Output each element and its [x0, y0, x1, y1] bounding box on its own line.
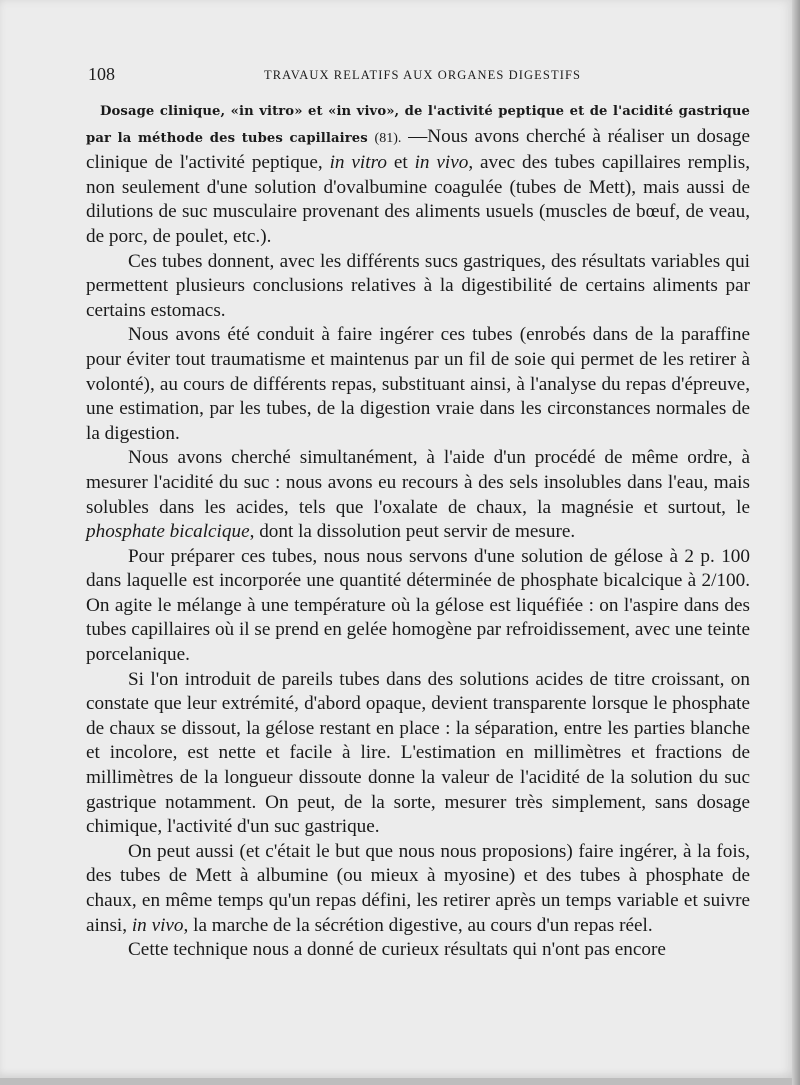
reference-number: (81).	[374, 130, 402, 146]
paragraph-1-text-c: , avec des tubes capillaires remplis, non seulement d'une solution d'ovalbumine coagulée (tubes de Mett), mais aussi de dilutions de suc musculaire provenant des aliments usuels (muscles de bœuf, de veau, de porc, de poulet, etc.).	[86, 152, 750, 247]
running-head	[88, 64, 750, 86]
paragraph-7-text-b: , la marche de la sécrétion digestive, au cours d'un repas réel.	[183, 914, 653, 936]
paragraph-2: Ces tubes donnent, avec les différents sucs gastriques, des résultats variables qui permettent plusieurs conclusions relatives à la digestibilité de certains aliments par certains estomacs.	[86, 250, 750, 321]
page-number: 108	[88, 64, 115, 84]
paragraph-1-text-b: et	[386, 152, 415, 174]
page-edge-shadow	[792, 0, 800, 1085]
section-heading: Dosage clinique, «in vitro» et «in vivo», de l'activité peptique et de l'acidité gastrique par la méthode des tubes capillaires	[86, 104, 750, 146]
paragraph-3: Nous avons été conduit à faire ingérer ces tubes (enrobés dans de la paraffine pour éviter tout traumatisme et maintenus par un fil de soie qui permet de les retirer à volonté), au cours de différents repas, substituant ainsi, à l'analyse du repas d'épreuve, une estimation, par les tubes, de la digestion vraie dans les circonstances normales de la digestion.	[86, 324, 750, 444]
paragraph-8: Cette technique nous a donné de curieux résultats qui n'ont pas encore	[128, 939, 666, 961]
running-title: TRAVAUX RELATIFS AUX ORGANES DIGESTIFS	[264, 68, 582, 82]
paragraph-4-text-b: , dont la dissolution peut servir de mesure.	[249, 521, 576, 543]
paragraph-7-text-a: On peut aussi (et c'était le but que nous nous proposions) faire ingérer, à la fois, des tubes de Mett à albumine (ou mieux à myosine) et des tubes à phosphate de chaux, en même temps qu'un repas défini, les retirer après un temps variable et suivre ainsi,	[86, 840, 750, 936]
body-text	[86, 98, 750, 963]
paragraph-4	[86, 446, 750, 544]
paragraph-7-italic: in vivo	[131, 914, 184, 936]
paragraph-1	[86, 98, 750, 250]
paragraph-1-italic-in-vitro: in vitro	[329, 152, 387, 174]
paragraph-4-text-a: Nous avons cherché simultanément, à l'aide d'un procédé de même ordre, à mesurer l'acidité du suc : nous avons eu recours à des sels insolubles dans l'eau, mais solubles dans les acides, tels que l'oxalate de chaux, la magnésie et surtout, le	[86, 447, 750, 518]
paragraph-5: Pour préparer ces tubes, nous nous servons d'une solution de gélose à 2 p. 100 dans laquelle est incorporée une quantité déterminée de phosphate bicalcique à 2/100. On agite le mélange à une température où la gélose est liquéfiée : on l'aspire dans des tubes capillaires où il se prend en gelée homogène par refroidissement, avec une teinte porcelanique.	[86, 545, 750, 666]
paragraph-1-text-a: —Nous avons cherché à réaliser un dosage clinique de l'activité peptique,	[86, 125, 750, 174]
paragraph-1-italic-in-vivo: in vivo	[414, 152, 469, 174]
paragraph-7	[86, 840, 750, 938]
paragraph-4-italic: phosphate bicalcique	[86, 521, 250, 543]
paragraph-6: Si l'on introduit de pareils tubes dans des solutions acides de titre croissant, on constate que leur extrémité, d'abord opaque, devient transparente lorsque le phosphate de chaux se dissout, la gélose restant en place : la séparation, entre les parties blanche et incolore, est nette et facile à lire. L'estimation en millimètres et fractions de millimètres de la longueur dissoute donne la valeur de l'acidité de la solution du suc gastrique notamment. On peut, de la sorte, mesurer très simplement, sans dosage chimique, l'activité d'un suc gastrique.	[86, 668, 750, 838]
